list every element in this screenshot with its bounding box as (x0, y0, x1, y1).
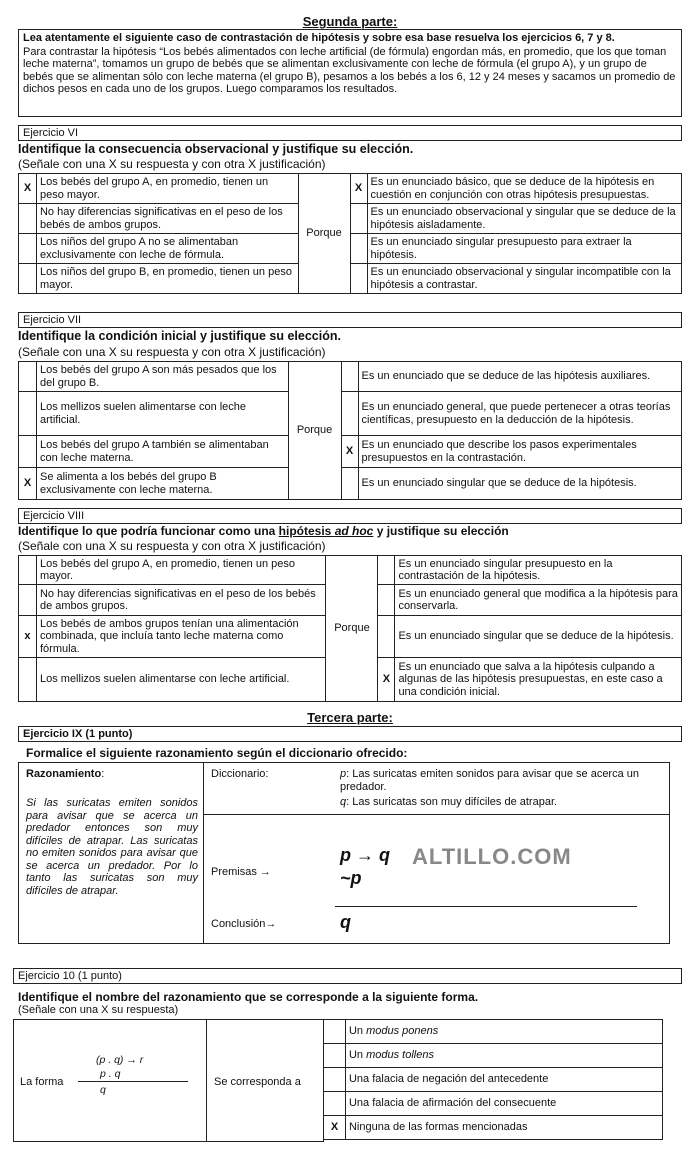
case-instruction: Lea atentamente el siguiente caso de contrastación de hipótesis y sobre esa base resuelva los ejercicios 6, 7 y 8. (23, 32, 615, 44)
ex9-premise-1: p → q (340, 845, 390, 865)
ex6-header: Ejercicio VI (18, 125, 682, 141)
ex7-porque: Porque (288, 362, 341, 500)
ex7-option-3[interactable]: Se alimenta a los bebés del grupo B exclusivamente con leche materna. (36, 468, 288, 500)
ex6-option-0[interactable]: Los bebés del grupo A, en promedio, tienen un peso mayor. (36, 174, 298, 204)
ex8-right-mark-3[interactable]: X (378, 658, 395, 702)
ex8-justification-1[interactable]: Es un enunciado general que modifica a la hipótesis para conservarla. (395, 585, 682, 616)
ex8-left-mark-3[interactable] (19, 658, 37, 702)
ex10-option-1[interactable] (345, 1044, 662, 1068)
ex10-form-label: La forma (20, 1076, 64, 1088)
ex8-left-mark-1[interactable] (19, 585, 37, 616)
ex6-table (18, 173, 682, 294)
table-row (19, 234, 682, 264)
ex10-corresponds: Se corresponda a (214, 1076, 301, 1088)
ex7-right-mark-0[interactable] (341, 362, 358, 392)
ex8-porque: Porque (326, 556, 378, 702)
table-row (19, 468, 682, 500)
ex10-mark-4[interactable]: X (324, 1116, 346, 1140)
ex8-subtitle: (Señale con una X su respuesta y con otra X justificación) (18, 539, 326, 553)
ex8-right-mark-2[interactable] (378, 616, 395, 658)
table-row (19, 436, 682, 468)
ex10-option-4[interactable] (345, 1116, 662, 1140)
ex6-option-2[interactable]: Los niños del grupo A no se alimentaban exclusivamente con leche de fórmula. (36, 234, 298, 264)
ex8-option-0[interactable]: Los bebés del grupo A, en promedio, tienen un peso mayor. (36, 556, 326, 585)
ex6-right-mark-2[interactable] (350, 234, 367, 264)
opt-em: modus tollens (366, 1049, 434, 1062)
ex9-premise-2: ~p (340, 868, 362, 888)
ex6-left-mark-3[interactable] (19, 264, 37, 294)
ex6-left-mark-1[interactable] (19, 204, 37, 234)
ex8-header: Ejercicio VIII (18, 508, 682, 524)
ex8-right-mark-1[interactable] (378, 585, 395, 616)
ex7-justification-1[interactable]: Es un enunciado general, que puede pertenecer a otras teorías científicas, presupuesto en la deducción de la hipótesis. (358, 392, 681, 436)
ex10-mark-3[interactable] (324, 1092, 346, 1116)
ex6-option-1[interactable]: No hay diferencias significativas en el peso de los bebés de ambos grupos. (36, 204, 298, 234)
ex7-title: Identifique la condición inicial y justifique su elección. (18, 329, 341, 343)
altillo-watermark: ALTILLO.COM (412, 844, 572, 869)
table-row (324, 1068, 663, 1092)
ex6-left-mark-0[interactable]: X (19, 174, 37, 204)
part3-title: Tercera parte: (307, 710, 393, 725)
ex10-option-0[interactable] (345, 1020, 662, 1044)
reasoning-colon: : (101, 768, 105, 780)
ex7-right-mark-3[interactable] (341, 468, 358, 500)
ex9-divider-h (203, 814, 670, 815)
table-row (324, 1020, 663, 1044)
ex10-header (13, 968, 682, 984)
ex10-options-table (323, 1019, 663, 1140)
table-row (324, 1116, 663, 1140)
ex7-justification-0[interactable]: Es un enunciado que se deduce de las hipótesis auxiliares. (358, 362, 681, 392)
ex9-title: Formalice el siguiente razonamiento según el diccionario ofrecido: (26, 746, 408, 760)
ex7-left-mark-1[interactable] (19, 392, 37, 436)
ex9-conclusion-line (335, 906, 637, 907)
ex7-option-1[interactable]: Los mellizos suelen alimentarse con leche artificial. (36, 392, 288, 436)
table-row (324, 1044, 663, 1068)
opt-em: modus ponens (366, 1025, 439, 1038)
opt-pre: Una falacia de negación del antecedente (348, 1073, 549, 1086)
ex8-title-b: hipótesis (278, 524, 335, 538)
ex6-justification-1[interactable]: Es un enunciado observacional y singular que se deduce de la hipótesis aisladamente. (367, 204, 681, 234)
ex10-form-rule (78, 1081, 188, 1082)
ex9-conclusion: q (340, 912, 351, 932)
ex10-mark-1[interactable] (324, 1044, 346, 1068)
opt-pre: Una falacia de afirmación del consecuente (348, 1097, 557, 1110)
ex9-reasoning-text: Si las suricatas emiten sonidos para avisar que se acerca un predador entonces son muy difíciles de atrapar. Las suricatas no emiten sonidos para avisar que se acerca un predador. Por lo tanto las suricatas son muy difíciles de atrapar. (26, 797, 198, 897)
ex10-title: Identifique el nombre del razonamiento que se corresponde a la siguiente forma. (18, 990, 479, 1004)
ex10-form-line2: p . q (100, 1068, 121, 1080)
ex8-title-d: y justifique su elección (373, 524, 509, 538)
ex7-left-mark-3[interactable]: X (19, 468, 37, 500)
ex7-subtitle: (Señale con una X su respuesta y con otra X justificación) (18, 345, 326, 359)
ex8-left-mark-0[interactable] (19, 556, 37, 585)
ex10-option-2[interactable] (345, 1068, 662, 1092)
ex10-mark-0[interactable] (324, 1020, 346, 1044)
ex7-right-mark-2[interactable]: X (341, 436, 358, 468)
ex9-dictionary-label: Diccionario: (211, 768, 269, 780)
opt-pre: Ninguna de las formas mencionadas (348, 1121, 528, 1134)
ex7-option-0[interactable]: Los bebés del grupo A son más pesados que los del grupo B. (36, 362, 288, 392)
ex6-right-mark-0[interactable]: X (350, 174, 367, 204)
part2-title: Segunda parte: (302, 14, 398, 29)
table-row (19, 174, 682, 204)
ex10-mark-2[interactable] (324, 1068, 346, 1092)
ex6-porque: Porque (298, 174, 350, 294)
ex9-header: Ejercicio IX (1 punto) (18, 726, 682, 742)
ex7-table (18, 361, 682, 500)
table-row (324, 1092, 663, 1116)
reasoning-label: Razonamiento (26, 768, 102, 780)
ex8-justification-0[interactable]: Es un enunciado singular presupuesto en la contrastación de la hipótesis. (395, 556, 682, 585)
case-text: Para contrastar la hipótesis “Los bebés alimentados con leche artificial (de fórmula) engordan más, en promedio, que los que toman leche materna”, tomamos un grupo de bebés que se alimentan exclusivamente con leche de fórmula (el grupo A), y un grupo de bebés que se alimentan sólo con leche materna (el grupo B), pesamos a los bebés a los 6, 12 y 24 meses y sacamos un promedio de dichos pesos en cada uno de los grupos. Luego comparamos los resultados. (23, 45, 676, 95)
ex6-left-mark-2[interactable] (19, 234, 37, 264)
ex10-form-line1: (p . q) → r (96, 1054, 144, 1066)
ex8-title-a: Identifique lo que podría funcionar como una (18, 524, 279, 538)
ex10-header-a: Ejercicio 10 (18, 970, 75, 982)
ex6-option-3[interactable]: Los niños del grupo B, en promedio, tienen un peso mayor. (36, 264, 298, 294)
ex9-divider-v (203, 762, 204, 944)
ex6-title: Identifique la consecuencia observacional y justifique su elección. (18, 142, 414, 156)
ex10-option-3[interactable] (345, 1092, 662, 1116)
ex7-left-mark-2[interactable] (19, 436, 37, 468)
ex10-subtitle: (Señale con una X su respuesta) (18, 1004, 179, 1016)
dict-p-var: p (340, 768, 347, 780)
ex7-option-2[interactable]: Los bebés del grupo A también se alimentaban con leche materna. (36, 436, 288, 468)
ex9-reasoning-label (26, 768, 104, 781)
ex6-right-mark-1[interactable] (350, 204, 367, 234)
dict-q-text: : Las suricatas son muy difíciles de atrapar. (346, 796, 558, 808)
ex7-right-mark-1[interactable] (341, 392, 358, 436)
ex9-premises-label: Premisas → (211, 866, 271, 878)
table-row (19, 264, 682, 294)
ex7-left-mark-0[interactable] (19, 362, 37, 392)
ex6-justification-0[interactable]: Es un enunciado básico, que se deduce de la hipótesis en cuestión en conjunción con otras hipótesis presupuestas. (367, 174, 681, 204)
ex7-justification-3[interactable]: Es un enunciado singular que se deduce de la hipótesis. (358, 468, 681, 500)
ex10-header-b: (1 punto) (74, 970, 122, 982)
ex8-justification-3[interactable]: Es un enunciado que salva a la hipótesis culpando a algunas de las hipótesis presupuestas, en este caso a una condición inicial. (395, 658, 682, 702)
ex6-justification-3[interactable]: Es un enunciado observacional y singular incompatible con la hipótesis a contrastar. (367, 264, 681, 294)
opt-pre: Un (348, 1049, 367, 1062)
ex7-header: Ejercicio VII (18, 312, 682, 328)
ex8-option-1[interactable]: No hay diferencias significativas en el peso de los bebés de ambos grupos. (36, 585, 326, 616)
table-row (19, 204, 682, 234)
ex8-title (18, 524, 509, 538)
ex6-subtitle: (Señale con una X su respuesta y con otra X justificación) (18, 157, 326, 171)
ex10-form-line3: q (100, 1084, 106, 1096)
case-box (18, 29, 682, 117)
opt-pre: Un (348, 1025, 367, 1038)
ex8-title-c: ad hoc (334, 524, 374, 538)
ex9-dict-q (340, 796, 665, 809)
ex8-right-mark-0[interactable] (378, 556, 395, 585)
ex8-left-mark-2[interactable]: x (19, 616, 37, 658)
ex8-justification-2[interactable]: Es un enunciado singular que se deduce de la hipótesis. (395, 616, 682, 658)
ex8-option-3[interactable]: Los mellizos suelen alimentarse con leche artificial. (36, 658, 326, 702)
ex8-table (18, 555, 682, 702)
table-row (19, 556, 682, 585)
ex9-conclusion-label: Conclusión→ (211, 918, 277, 930)
ex10-divider (206, 1019, 207, 1142)
dict-p-text: : Las suricatas emiten sonidos para avisar que se acerca un predador. (340, 768, 640, 793)
table-row (19, 362, 682, 392)
table-row (19, 392, 682, 436)
ex6-right-mark-3[interactable] (350, 264, 367, 294)
ex9-dict-p (340, 768, 665, 793)
ex8-option-2[interactable]: Los bebés de ambos grupos tenían una alimentación combinada, que incluía tanto leche materna como fórmula. (36, 616, 326, 658)
dict-q-var: q (340, 796, 347, 808)
ex7-justification-2[interactable]: Es un enunciado que describe los pasos experimentales presupuestos en la contrastación. (358, 436, 681, 468)
ex6-justification-2[interactable]: Es un enunciado singular presupuesto para extraer la hipótesis. (367, 234, 681, 264)
